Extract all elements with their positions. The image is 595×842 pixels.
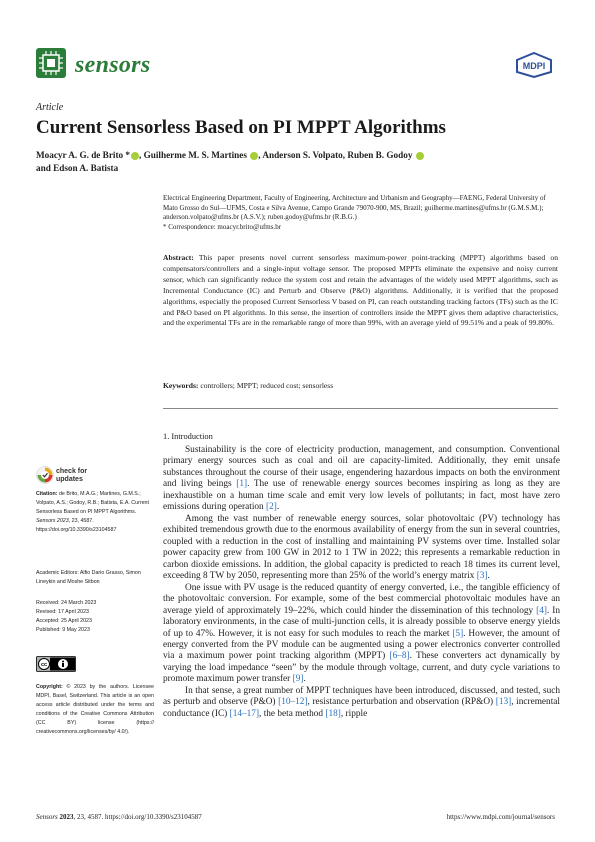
author-list: [36, 149, 556, 175]
citation-link[interactable]: [9]: [292, 674, 304, 685]
citation-link[interactable]: [4]: [536, 605, 547, 616]
paragraph: In that sense, a great number of MPPT techniques have been introduced, discussed, and tested, such as perturb and observe (P&O) [10–12], resistance perturbation and observation (RP&O) [13], incremental conductance (IC) [14–17], the beta method [18], ripple: [163, 686, 560, 719]
journal-logo-icon: [36, 48, 66, 78]
keywords-text: controllers; MPPT; reduced cost; sensorless: [198, 381, 334, 390]
published-date: Published: 9 May 2023: [36, 626, 90, 633]
author-segment: and Edson A. Batista: [36, 163, 119, 173]
check-updates-line: updates: [56, 475, 83, 483]
section-heading: 1. Introduction: [163, 432, 213, 441]
keywords: [163, 381, 558, 390]
abstract-label: Abstract:: [163, 253, 194, 262]
divider: [163, 408, 558, 409]
orcid-icon[interactable]: [131, 152, 139, 160]
footer-journal-url[interactable]: https://www.mdpi.com/journal/sensors: [446, 813, 555, 821]
footer-citation: [36, 813, 202, 821]
dates-block: [36, 599, 154, 635]
article-title: Current Sensorless Based on PI MPPT Algorithms: [36, 117, 446, 138]
footer-year: 2023: [59, 813, 74, 821]
footer-doi: , 23, 4587. https://doi.org/10.3390/s23104587: [73, 813, 202, 821]
paragraph: Sustainability is the core of electricity production, management, and consumption. Conventional primary energy sources such as coal and oil are capacity-limited. Additionally, they emit unsafe substances throughout the course of their usage, engendering hazardous impacts on both the environment and living beings [1]. The use of renewable energy sources becomes inspiring as long as they are inexhaustible on a human time scale and emit very low levels of pollutants; in fact, most have zero emissions during operation [2].: [163, 445, 560, 513]
affiliation-block: [163, 194, 558, 233]
affiliation: Electrical Engineering Department, Faculty of Engineering, Architecture and Urbanism and Geography—FAENG, Federal University of Mato Grosso do Sul—UFMS, Costa e Silva Avenue, Campo Grande 79070-900, MS, Brazil; guilherme.martines@ufms.br (G.M.S.M.); anderson.volpato@ufms.br (A.S.V.); ruben.godoy@ufms.br (R.B.G.): [163, 194, 546, 222]
citation-link[interactable]: [18]: [325, 708, 341, 719]
accepted-date: Accepted: 25 April 2023: [36, 617, 92, 624]
copyright-label: Copyright:: [36, 684, 63, 690]
citation-link[interactable]: [3]: [476, 570, 488, 581]
cc-by-license-icon[interactable]: [36, 656, 76, 672]
svg-text:cc: cc: [40, 662, 48, 669]
copyright-block: [36, 683, 154, 736]
author-segment: , Guilherme M. S. Martines: [139, 150, 247, 160]
author-segment: , Anderson S. Volpato, Ruben B. Godoy: [258, 150, 413, 160]
orcid-icon[interactable]: [416, 152, 424, 160]
paragraph: Among the vast number of renewable energy sources, solar photovoltaic (PV) technology has exhibited tremendous growth due to the enormous availability of energy from the sun in several countries, coupled with a reduction in the cost of installing and maintaining PV systems over time. Installed solar power capacity grew from 100 GW in 2012 to 1 TW in 2022; this represents a remarkable reduction in carbon dioxide emissions. In addition, the global capacity is predicted to reach 18 times its current level, exceeding 8 TW by 2050, representing more than 25% of the world’s energy matrix [3].: [163, 513, 560, 581]
author-segment: Moacyr A. G. de Brito *: [36, 150, 130, 160]
citation-link[interactable]: [5]: [452, 628, 464, 639]
paragraph: One issue with PV usage is the reduced quantity of energy converted, i.e., the tangible efficiency of the photovoltaic conversion. For example, some of the best commercial photovoltaic modules have an average yield of approximately 19–22%, which could hinder the dissemination of this technology [4]. In laboratory environments, in the case of multi-junction cells, it is already possible to observe energy yields of up to 47%. However, it is not easy for such modules to reach the market [5]. However, the amount of energy converted from the PV module can be augmented using a power electronics converter controlled via a maximum power point tracking algorithm (MPPT) [6–8]. These converters act dynamically by varying the load impedance “seen” by the module through voltage, current, and duty cycle variations to promote maximum power transfer [9].: [163, 582, 561, 685]
citation-text: de Brito, M.A.G.; Martines, G.M.S.; Volpato, A.S.; Godoy, R.B.; Batista, E.A. Current Sensorless Based on PI MPPT Algorithms.: [36, 491, 149, 515]
keywords-label: Keywords:: [163, 381, 199, 390]
citation-link[interactable]: [10–12]: [278, 697, 308, 708]
citation-link[interactable]: [13]: [495, 697, 512, 708]
citation-link[interactable]: [14–17]: [229, 708, 260, 719]
citation-link[interactable]: [1]: [236, 479, 248, 490]
copyright-text: © 2023 by the authors. Licensee MDPI, Basel, Switzerland. This article is an open access article distributed under the terms and conditions of the Creative Commons Attribution (CC BY) license (https:// creativecommons.org/licenses/by/ 4.0/).: [36, 684, 154, 735]
body-text: [163, 445, 560, 720]
citation-block: [36, 490, 154, 535]
citation-link[interactable]: [6–8]: [389, 651, 410, 662]
journal-name[interactable]: sensors: [75, 52, 151, 78]
citation-journal: Sensors 2023: [36, 517, 69, 524]
check-updates-line: check for: [56, 468, 88, 475]
article-type: Article: [36, 102, 64, 113]
citation-label: Citation:: [36, 491, 58, 497]
correspondence: * Correspondence: moacyr.brito@ufms.br: [163, 223, 282, 232]
abstract-text: This paper presents novel current sensorless maximum-power point-tracking (MPPT) algorithms based on compensators/controllers and a single-input voltage sensor. The proposed MPPTs eliminate the expensive and noisy current sensor, which can significantly reduce the system cost and retain the advantages of the widely used MPPT algorithms, such as Incremental Conductance (IC) and Perturb and Observe (P&O) algorithms. Additionally, it is verified that the proposed algorithms, especially the proposed Current Sensorless V based on PI, can reach outstanding tracking factors (TFs) such as the IC and P&O based on PI algorithms. In this sense, the insertion of controllers inside the MPPT gives them adaptive characteristics, and the experimental TFs are in the remarkable range of more than 99%, with an average yield of 99.51% and a peak of 99.80%.: [163, 253, 558, 328]
footer-journal: Sensors: [36, 813, 58, 821]
check-for-updates-icon: [36, 466, 54, 484]
academic-editors: Academic Editors: Alfio Dario Grasso, Simon Lineykin and Moshe Sitbon: [36, 570, 141, 585]
mdpi-logo-text: MDPI: [522, 61, 546, 71]
revised-date: Revised: 17 April 2023: [36, 608, 90, 615]
citation-link[interactable]: [2]: [266, 502, 277, 513]
received-date: Received: 24 March 2023: [36, 600, 97, 606]
abstract: [163, 253, 558, 329]
citation-rest: , 23, 4587. https://doi.org/10.3390/s23104587: [36, 517, 117, 533]
mdpi-logo-icon[interactable]: [515, 52, 553, 78]
